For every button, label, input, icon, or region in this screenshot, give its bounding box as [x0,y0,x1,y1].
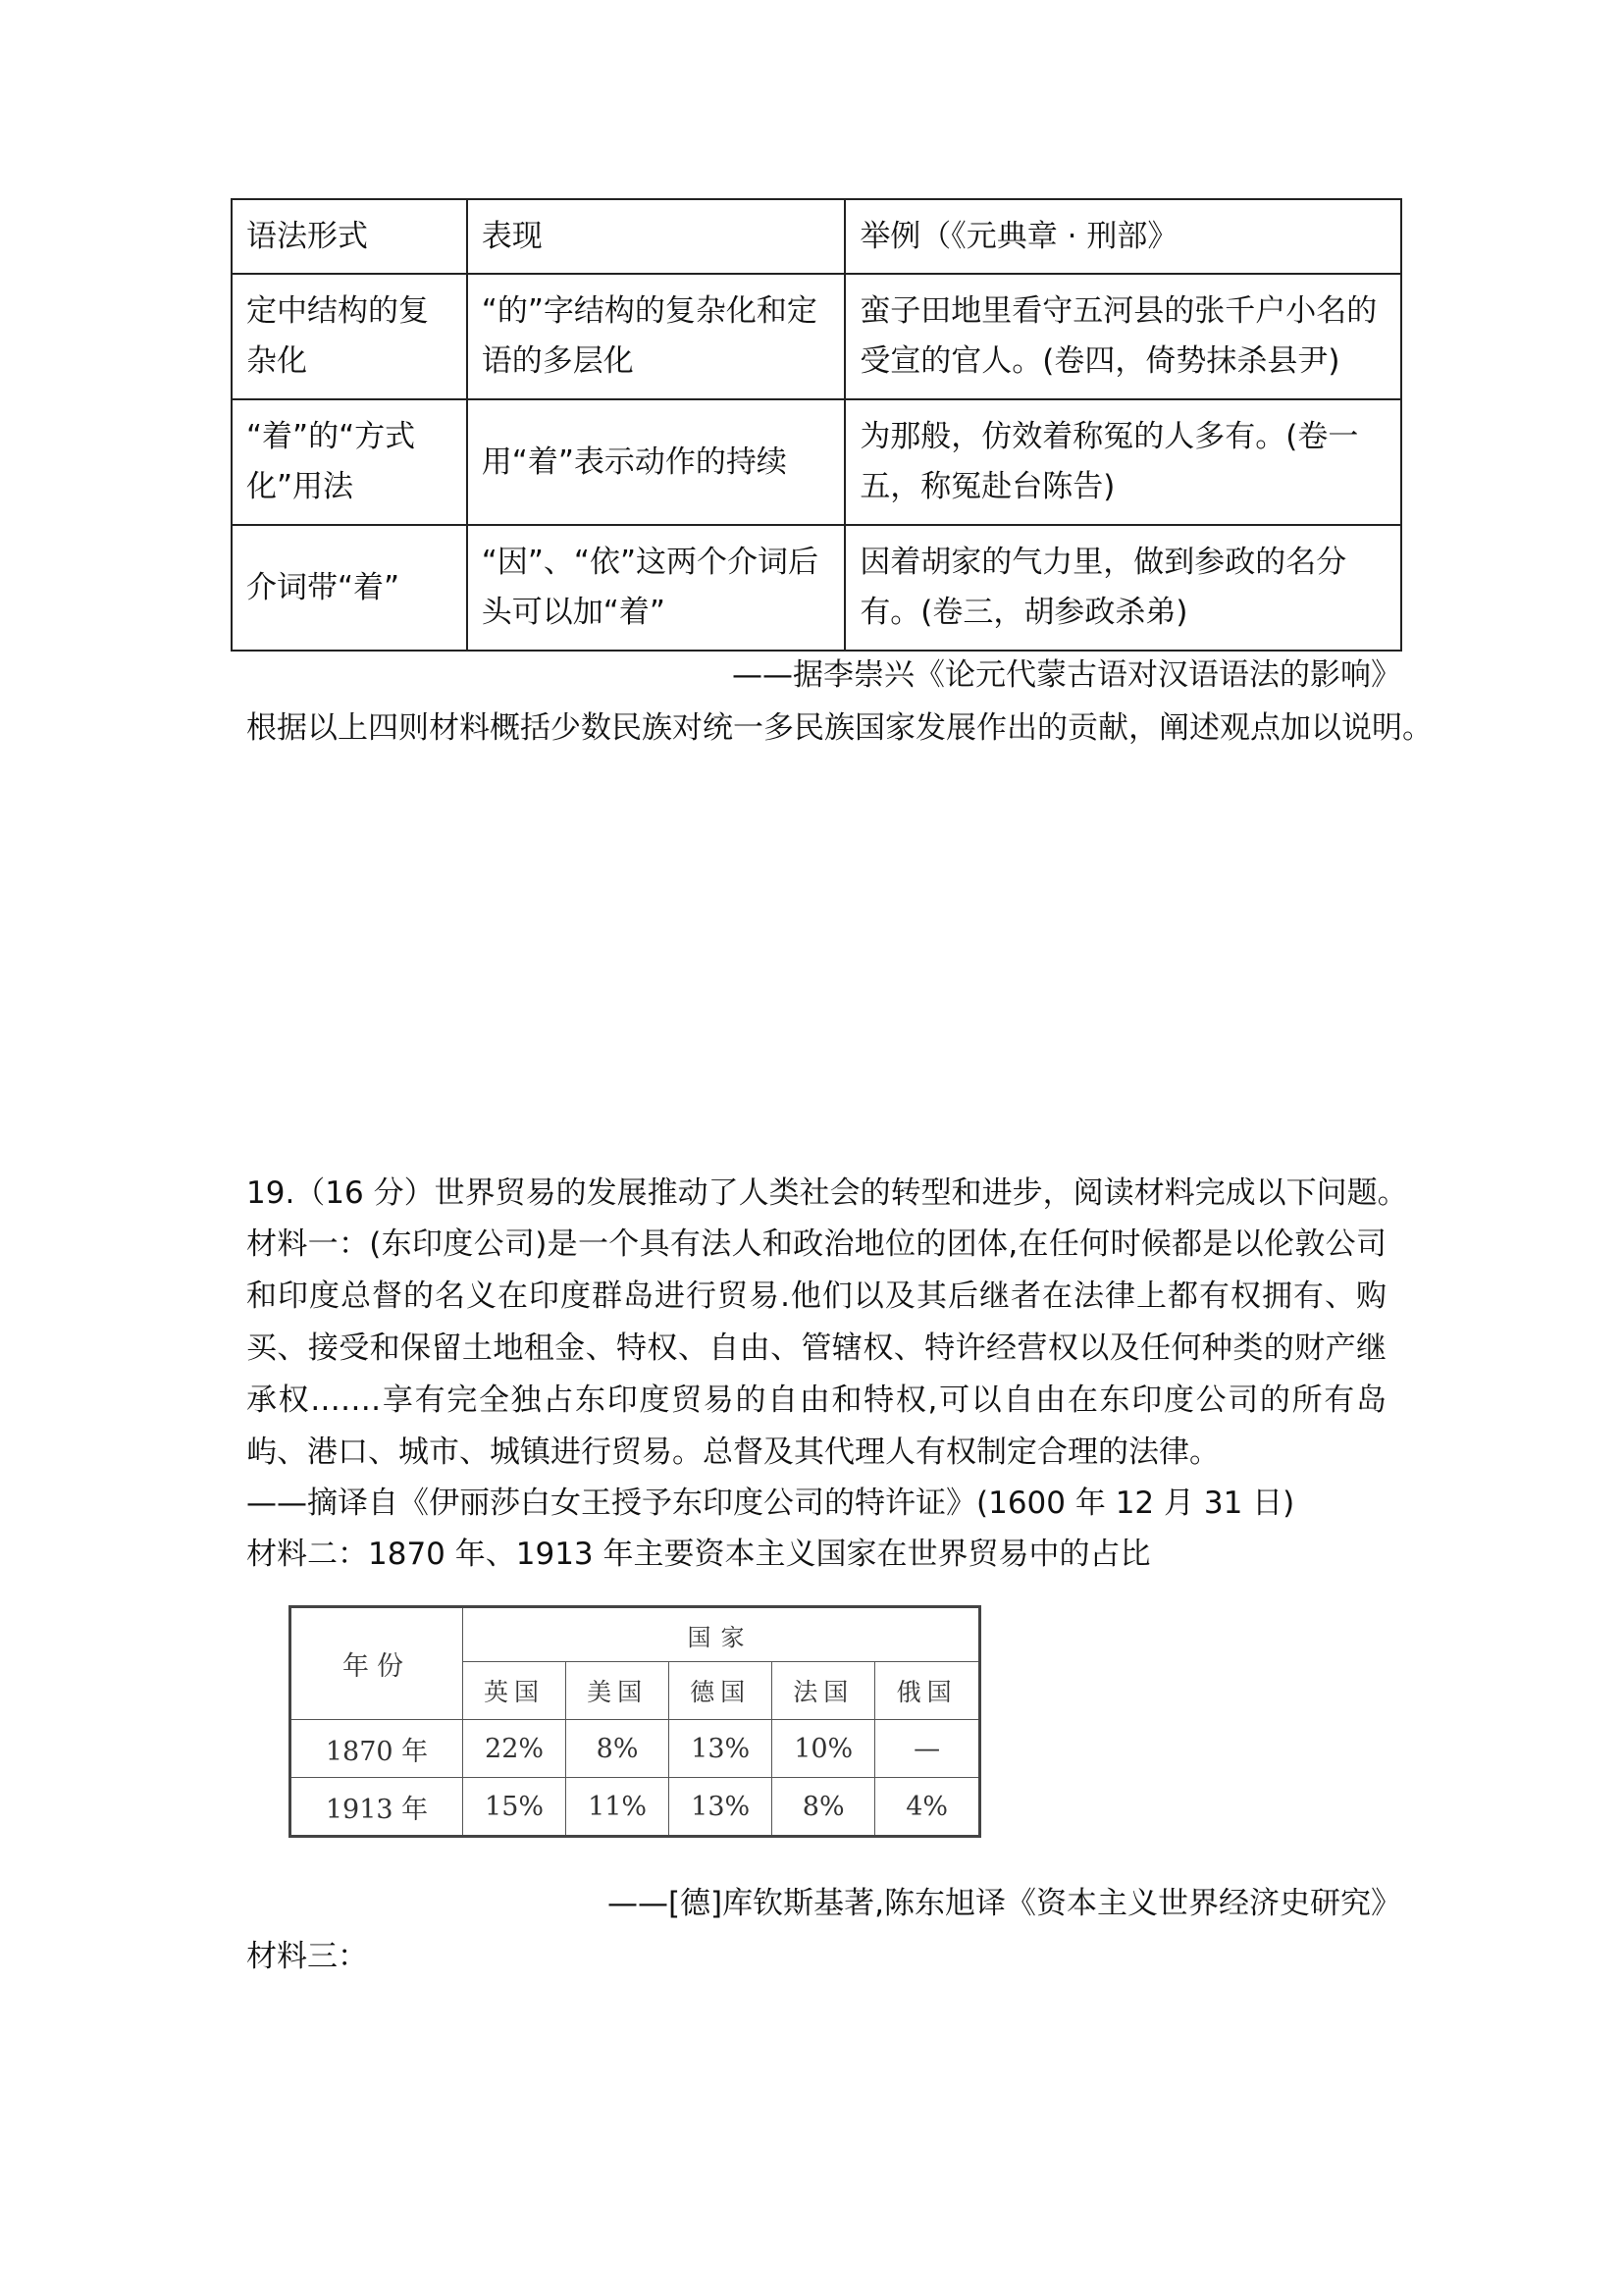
question-18-prompt: 根据以上四则材料概括少数民族对统一多民族国家发展作出的贡献，阐述观点加以说明。 [246,710,1433,746]
year-cell: 1870 年 [290,1720,463,1778]
grammar-cell: 用“着”表示动作的持续 [467,399,846,525]
grammar-cell: “着”的“方式化”用法 [232,399,467,525]
table-row [290,1720,980,1778]
grammar-header-example: 举例（《元典章 · 刑部》 [845,199,1401,274]
value-cell: 8% [772,1778,875,1837]
grammar-cell: 为那般，仿效着称冤的人多有。(卷一五，称冤赴台陈告) [845,399,1401,525]
table-row [232,525,1401,651]
material-1-text: 材料一：(东印度公司)是一个具有法人和政治地位的团体,在任何时候都是以伦敦公司和印度总督的名义在印度群岛进行贸易.他们以及其后继者在法律上都有权拥有、购买、接受和保留土地租金、特权、自由、管辖权、特许经营权以及任何种类的财产继承权.……享有完全独占东印度贸易的自由和特权,可以自由在东印度公司的所有岛屿、港口、城市、城镇进行贸易。总督及其代理人有权制定合理的法律。 [246,1226,1387,1470]
country-header: 法国 [772,1662,875,1720]
value-cell: 13% [669,1720,772,1778]
country-header: 美国 [566,1662,669,1720]
value-cell: 11% [566,1778,669,1837]
grammar-cell: “的”字结构的复杂化和定语的多层化 [467,274,846,399]
grammar-header-manifestation: 表现 [467,199,846,274]
material-2-source: ——[德]库钦斯基著,陈东旭译《资本主义世界经济史研究》 [606,1886,1401,1921]
grammar-cell: 介词带“着” [232,525,467,651]
grammar-cell: 因着胡家的气力里，做到参政的名分有。(卷三，胡参政杀弟) [845,525,1401,651]
table-row [232,399,1401,525]
country-header: 德国 [669,1662,772,1720]
grammar-cell: 蛮子田地里看守五河县的张千户小名的受宣的官人。(卷四，倚势抹杀县尹) [845,274,1401,399]
country-group-header: 国家 [463,1607,980,1662]
value-cell: 22% [463,1720,566,1778]
year-header: 年份 [290,1607,463,1720]
country-header: 英国 [463,1662,566,1720]
country-header: 俄国 [875,1662,980,1720]
value-cell: 8% [566,1720,669,1778]
table-row [290,1778,980,1837]
trade-share-table [288,1605,981,1838]
value-cell: 15% [463,1778,566,1837]
grammar-cell: 定中结构的复杂化 [232,274,467,399]
value-cell: — [875,1720,980,1778]
table-row [232,274,1401,399]
material-1-source: ——摘译自《伊丽莎白女王授予东印度公司的特许证》(1600 年 12 月 31 日) [246,1486,1295,1521]
grammar-header-form: 语法形式 [232,199,467,274]
question-19-title: 19.（16 分）世界贸易的发展推动了人类社会的转型和进步，阅读材料完成以下问题。 [246,1175,1408,1211]
grammar-source: ——据李崇兴《论元代蒙古语对汉语语法的影响》 [732,657,1401,693]
material-3-label: 材料三： [246,1939,368,1974]
grammar-table-header [232,199,1401,274]
grammar-cell: “因”、“依”这两个介词后头可以加“着” [467,525,846,651]
value-cell: 13% [669,1778,772,1837]
grammar-table [231,198,1402,652]
year-cell: 1913 年 [290,1778,463,1837]
material-2-title: 材料二：1870 年、1913 年主要资本主义国家在世界贸易中的占比 [246,1537,1151,1572]
value-cell: 10% [772,1720,875,1778]
value-cell: 4% [875,1778,980,1837]
